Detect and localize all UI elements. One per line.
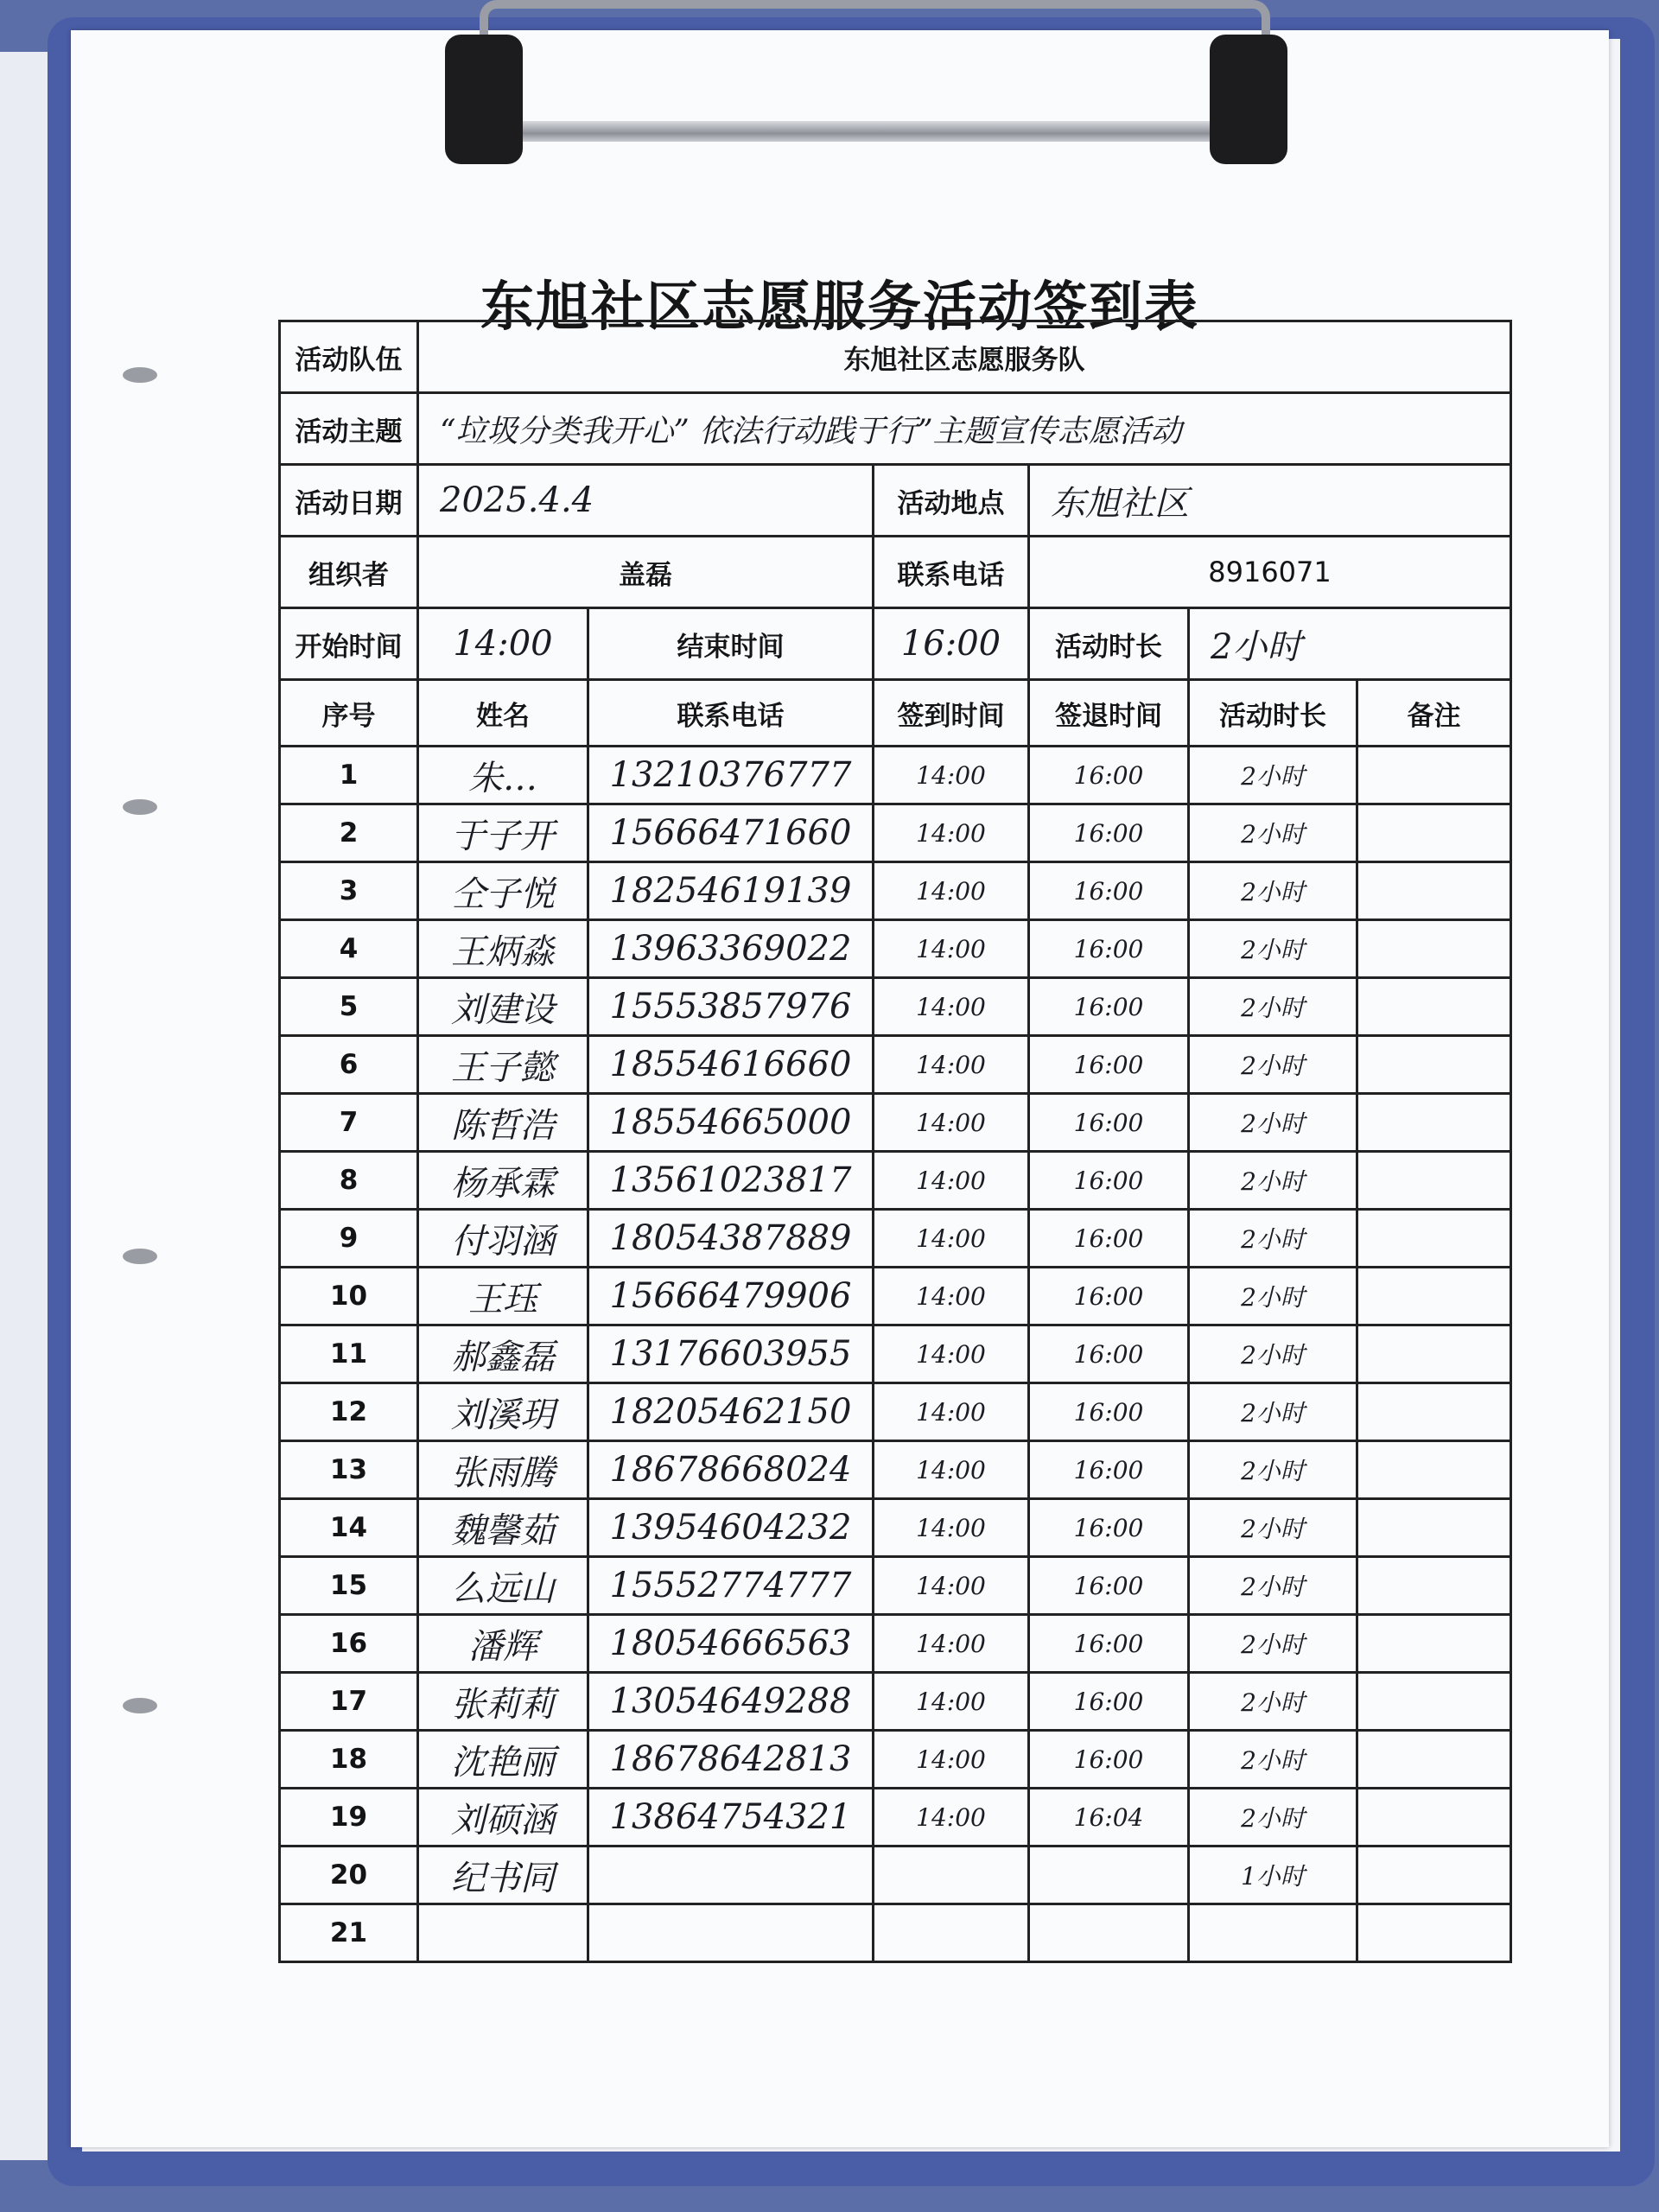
cell-no: 14 xyxy=(280,1499,418,1557)
cell-out: 16:00 xyxy=(1029,978,1189,1036)
cell-note xyxy=(1357,1731,1511,1789)
cell-hours: 2小时 xyxy=(1189,1094,1357,1152)
cell-hours: 2小时 xyxy=(1189,1036,1357,1094)
cell-phone: 18054387889 xyxy=(588,1210,874,1268)
cell-no: 9 xyxy=(280,1210,418,1268)
cell-hours: 2小时 xyxy=(1189,1789,1357,1847)
cell-in xyxy=(874,1847,1029,1904)
cell-in: 14:00 xyxy=(874,1094,1029,1152)
cell-out: 16:00 xyxy=(1029,1036,1189,1094)
cell-out: 16:00 xyxy=(1029,1210,1189,1268)
cell-note xyxy=(1357,978,1511,1036)
column-header-row xyxy=(280,680,1511,747)
cell-no: 10 xyxy=(280,1268,418,1325)
cell-out: 16:00 xyxy=(1029,862,1189,920)
cell-name: 付羽涵 xyxy=(418,1210,588,1268)
location-label: 活动地点 xyxy=(874,465,1029,537)
cell-no: 20 xyxy=(280,1847,418,1904)
date-value: 2025.4.4 xyxy=(418,465,874,537)
table-row xyxy=(280,1557,1511,1615)
cell-in: 14:00 xyxy=(874,747,1029,804)
cell-in: 14:00 xyxy=(874,1499,1029,1557)
cell-hours: 2小时 xyxy=(1189,1268,1357,1325)
cell-phone: 18205462150 xyxy=(588,1383,874,1441)
table-row xyxy=(280,1615,1511,1673)
cell-name: 杨承霖 xyxy=(418,1152,588,1210)
table-row xyxy=(280,978,1511,1036)
cell-phone: 18554665000 xyxy=(588,1094,874,1152)
cell-name: 仝子悦 xyxy=(418,862,588,920)
page-title: 东旭社区志愿服务活动签到表 xyxy=(480,275,1199,338)
cell-in: 14:00 xyxy=(874,1789,1029,1847)
clip-hinge-left xyxy=(445,35,523,164)
cell-phone: 13176603955 xyxy=(588,1325,874,1383)
cell-phone: 15666471660 xyxy=(588,804,874,862)
cell-phone: 13963369022 xyxy=(588,920,874,978)
sign-in-sheet xyxy=(71,30,1609,2147)
cell-in: 14:00 xyxy=(874,804,1029,862)
cell-in: 14:00 xyxy=(874,1152,1029,1210)
cell-hours: 1小时 xyxy=(1189,1847,1357,1904)
table-row xyxy=(280,747,1511,804)
cell-out: 16:00 xyxy=(1029,1152,1189,1210)
cell-no: 12 xyxy=(280,1383,418,1441)
cell-name: 王子懿 xyxy=(418,1036,588,1094)
cell-no: 17 xyxy=(280,1673,418,1731)
cell-hours: 2小时 xyxy=(1189,978,1357,1036)
clip-hinge-right xyxy=(1210,35,1287,164)
table-row xyxy=(280,804,1511,862)
cell-hours: 2小时 xyxy=(1189,1441,1357,1499)
cell-in xyxy=(874,1904,1029,1962)
cell-note xyxy=(1357,862,1511,920)
sign-in-table xyxy=(278,320,1512,1963)
cell-hours: 2小时 xyxy=(1189,1325,1357,1383)
cell-note xyxy=(1357,1904,1511,1962)
table-row xyxy=(280,1268,1511,1325)
cell-name: 潘辉 xyxy=(418,1615,588,1673)
cell-phone: 18054666563 xyxy=(588,1615,874,1673)
contact-label: 联系电话 xyxy=(874,537,1029,608)
cell-note xyxy=(1357,1325,1511,1383)
cell-no: 3 xyxy=(280,862,418,920)
cell-out: 16:04 xyxy=(1029,1789,1189,1847)
cell-note xyxy=(1357,1036,1511,1094)
cell-phone: 13210376777 xyxy=(588,747,874,804)
organizer-label: 组织者 xyxy=(280,537,418,608)
table-row xyxy=(280,1325,1511,1383)
cell-out xyxy=(1029,1904,1189,1962)
cell-phone xyxy=(588,1904,874,1962)
cell-no: 4 xyxy=(280,920,418,978)
cell-note xyxy=(1357,1847,1511,1904)
cell-no: 11 xyxy=(280,1325,418,1383)
cell-note xyxy=(1357,1673,1511,1731)
table-row xyxy=(280,1673,1511,1731)
cell-no: 21 xyxy=(280,1904,418,1962)
cell-phone: 15552774777 xyxy=(588,1557,874,1615)
cell-no: 1 xyxy=(280,747,418,804)
cell-no: 19 xyxy=(280,1789,418,1847)
cell-hours: 2小时 xyxy=(1189,1499,1357,1557)
table-row xyxy=(280,1847,1511,1904)
cell-out xyxy=(1029,1847,1189,1904)
cell-no: 7 xyxy=(280,1094,418,1152)
cell-out: 16:00 xyxy=(1029,1268,1189,1325)
table-row xyxy=(280,1904,1511,1962)
cell-hours: 2小时 xyxy=(1189,804,1357,862)
clip-wire xyxy=(480,0,1270,47)
cell-phone: 18678642813 xyxy=(588,1731,874,1789)
cell-note xyxy=(1357,1557,1511,1615)
cell-note xyxy=(1357,1441,1511,1499)
cell-note xyxy=(1357,1615,1511,1673)
cell-hours: 2小时 xyxy=(1189,1383,1357,1441)
end-label: 结束时间 xyxy=(588,608,874,680)
cell-phone xyxy=(588,1847,874,1904)
cell-out: 16:00 xyxy=(1029,1383,1189,1441)
cell-note xyxy=(1357,1789,1511,1847)
cell-no: 6 xyxy=(280,1036,418,1094)
column-header: 序号 xyxy=(280,680,418,747)
contact-value: 8916071 xyxy=(1029,537,1511,608)
duration-value: 2小时 xyxy=(1189,608,1511,680)
cell-out: 16:00 xyxy=(1029,1673,1189,1731)
table-row xyxy=(280,1441,1511,1499)
cell-out: 16:00 xyxy=(1029,920,1189,978)
cell-in: 14:00 xyxy=(874,1441,1029,1499)
cell-hours: 2小时 xyxy=(1189,1152,1357,1210)
table-row xyxy=(280,1094,1511,1152)
duration-label: 活动时长 xyxy=(1029,608,1189,680)
punch-hole xyxy=(123,1249,157,1264)
cell-phone: 18678668024 xyxy=(588,1441,874,1499)
cell-in: 14:00 xyxy=(874,1268,1029,1325)
cell-no: 15 xyxy=(280,1557,418,1615)
cell-phone: 15666479906 xyxy=(588,1268,874,1325)
cell-name: 于子开 xyxy=(418,804,588,862)
cell-in: 14:00 xyxy=(874,920,1029,978)
punch-hole xyxy=(123,1698,157,1713)
column-header: 联系电话 xyxy=(588,680,874,747)
cell-phone: 13954604232 xyxy=(588,1499,874,1557)
cell-in: 14:00 xyxy=(874,1383,1029,1441)
cell-hours: 2小时 xyxy=(1189,1731,1357,1789)
cell-in: 14:00 xyxy=(874,1325,1029,1383)
cell-hours: 2小时 xyxy=(1189,1615,1357,1673)
start-label: 开始时间 xyxy=(280,608,418,680)
organizer-value: 盖磊 xyxy=(418,537,874,608)
cell-out: 16:00 xyxy=(1029,1557,1189,1615)
cell-note xyxy=(1357,1383,1511,1441)
clip-bar xyxy=(480,121,1253,142)
cell-in: 14:00 xyxy=(874,1731,1029,1789)
cell-hours: 2小时 xyxy=(1189,862,1357,920)
column-header: 备注 xyxy=(1357,680,1511,747)
cell-phone: 13864754321 xyxy=(588,1789,874,1847)
cell-note xyxy=(1357,920,1511,978)
cell-no: 5 xyxy=(280,978,418,1036)
cell-out: 16:00 xyxy=(1029,1441,1189,1499)
cell-name: 刘硕涵 xyxy=(418,1789,588,1847)
cell-phone: 18254619139 xyxy=(588,862,874,920)
cell-hours: 2小时 xyxy=(1189,1673,1357,1731)
cell-phone: 13561023817 xyxy=(588,1152,874,1210)
end-value: 16:00 xyxy=(874,608,1029,680)
cell-out: 16:00 xyxy=(1029,804,1189,862)
cell-phone: 18554616660 xyxy=(588,1036,874,1094)
team-label: 活动队伍 xyxy=(280,321,418,393)
cell-in: 14:00 xyxy=(874,978,1029,1036)
cell-in: 14:00 xyxy=(874,1210,1029,1268)
cell-no: 18 xyxy=(280,1731,418,1789)
cell-note xyxy=(1357,1499,1511,1557)
cell-name: 朱… xyxy=(418,747,588,804)
column-header: 签退时间 xyxy=(1029,680,1189,747)
cell-note xyxy=(1357,747,1511,804)
cell-name: 刘溪玥 xyxy=(418,1383,588,1441)
cell-note xyxy=(1357,804,1511,862)
column-header: 姓名 xyxy=(418,680,588,747)
theme-value: “垃圾分类我开心” 依法行动践于行”主题宣传志愿活动 xyxy=(418,393,1511,465)
cell-note xyxy=(1357,1094,1511,1152)
cell-phone: 15553857976 xyxy=(588,978,874,1036)
table-row xyxy=(280,1036,1511,1094)
cell-no: 16 xyxy=(280,1615,418,1673)
cell-name: 王珏 xyxy=(418,1268,588,1325)
punch-hole xyxy=(123,367,157,383)
cell-out: 16:00 xyxy=(1029,1325,1189,1383)
cell-name xyxy=(418,1904,588,1962)
cell-in: 14:00 xyxy=(874,1673,1029,1731)
cell-name: 刘建设 xyxy=(418,978,588,1036)
team-value: 东旭社区志愿服务队 xyxy=(418,321,1511,393)
table-row xyxy=(280,1731,1511,1789)
cell-no: 2 xyxy=(280,804,418,862)
sign-in-rows xyxy=(280,747,1511,1962)
cell-hours: 2小时 xyxy=(1189,1210,1357,1268)
punch-hole xyxy=(123,799,157,815)
cell-name: 魏馨茹 xyxy=(418,1499,588,1557)
table-row xyxy=(280,1210,1511,1268)
cell-in: 14:00 xyxy=(874,1036,1029,1094)
cell-name: 郝鑫磊 xyxy=(418,1325,588,1383)
cell-out: 16:00 xyxy=(1029,1731,1189,1789)
cell-name: 纪书同 xyxy=(418,1847,588,1904)
cell-no: 8 xyxy=(280,1152,418,1210)
cell-in: 14:00 xyxy=(874,1557,1029,1615)
cell-hours xyxy=(1189,1904,1357,1962)
cell-note xyxy=(1357,1152,1511,1210)
cell-in: 14:00 xyxy=(874,1615,1029,1673)
cell-name: 张雨腾 xyxy=(418,1441,588,1499)
table-row xyxy=(280,1789,1511,1847)
cell-name: 王炳淼 xyxy=(418,920,588,978)
cell-no: 13 xyxy=(280,1441,418,1499)
table-row xyxy=(280,862,1511,920)
column-header: 签到时间 xyxy=(874,680,1029,747)
cell-in: 14:00 xyxy=(874,862,1029,920)
cell-name: 张莉莉 xyxy=(418,1673,588,1731)
column-header: 活动时长 xyxy=(1189,680,1357,747)
date-label: 活动日期 xyxy=(280,465,418,537)
clipboard-clip xyxy=(445,0,1287,164)
table-row xyxy=(280,1499,1511,1557)
table-row xyxy=(280,920,1511,978)
theme-label: 活动主题 xyxy=(280,393,418,465)
cell-hours: 2小时 xyxy=(1189,1557,1357,1615)
cell-note xyxy=(1357,1210,1511,1268)
cell-phone: 13054649288 xyxy=(588,1673,874,1731)
table-row xyxy=(280,1383,1511,1441)
location-value: 东旭社区 xyxy=(1029,465,1511,537)
cell-note xyxy=(1357,1268,1511,1325)
cell-out: 16:00 xyxy=(1029,1094,1189,1152)
cell-hours: 2小时 xyxy=(1189,747,1357,804)
table-row xyxy=(280,1152,1511,1210)
cell-out: 16:00 xyxy=(1029,1615,1189,1673)
cell-name: 沈艳丽 xyxy=(418,1731,588,1789)
start-value: 14:00 xyxy=(418,608,588,680)
cell-out: 16:00 xyxy=(1029,1499,1189,1557)
cell-name: 陈哲浩 xyxy=(418,1094,588,1152)
cell-name: 么远山 xyxy=(418,1557,588,1615)
cell-out: 16:00 xyxy=(1029,747,1189,804)
cell-hours: 2小时 xyxy=(1189,920,1357,978)
